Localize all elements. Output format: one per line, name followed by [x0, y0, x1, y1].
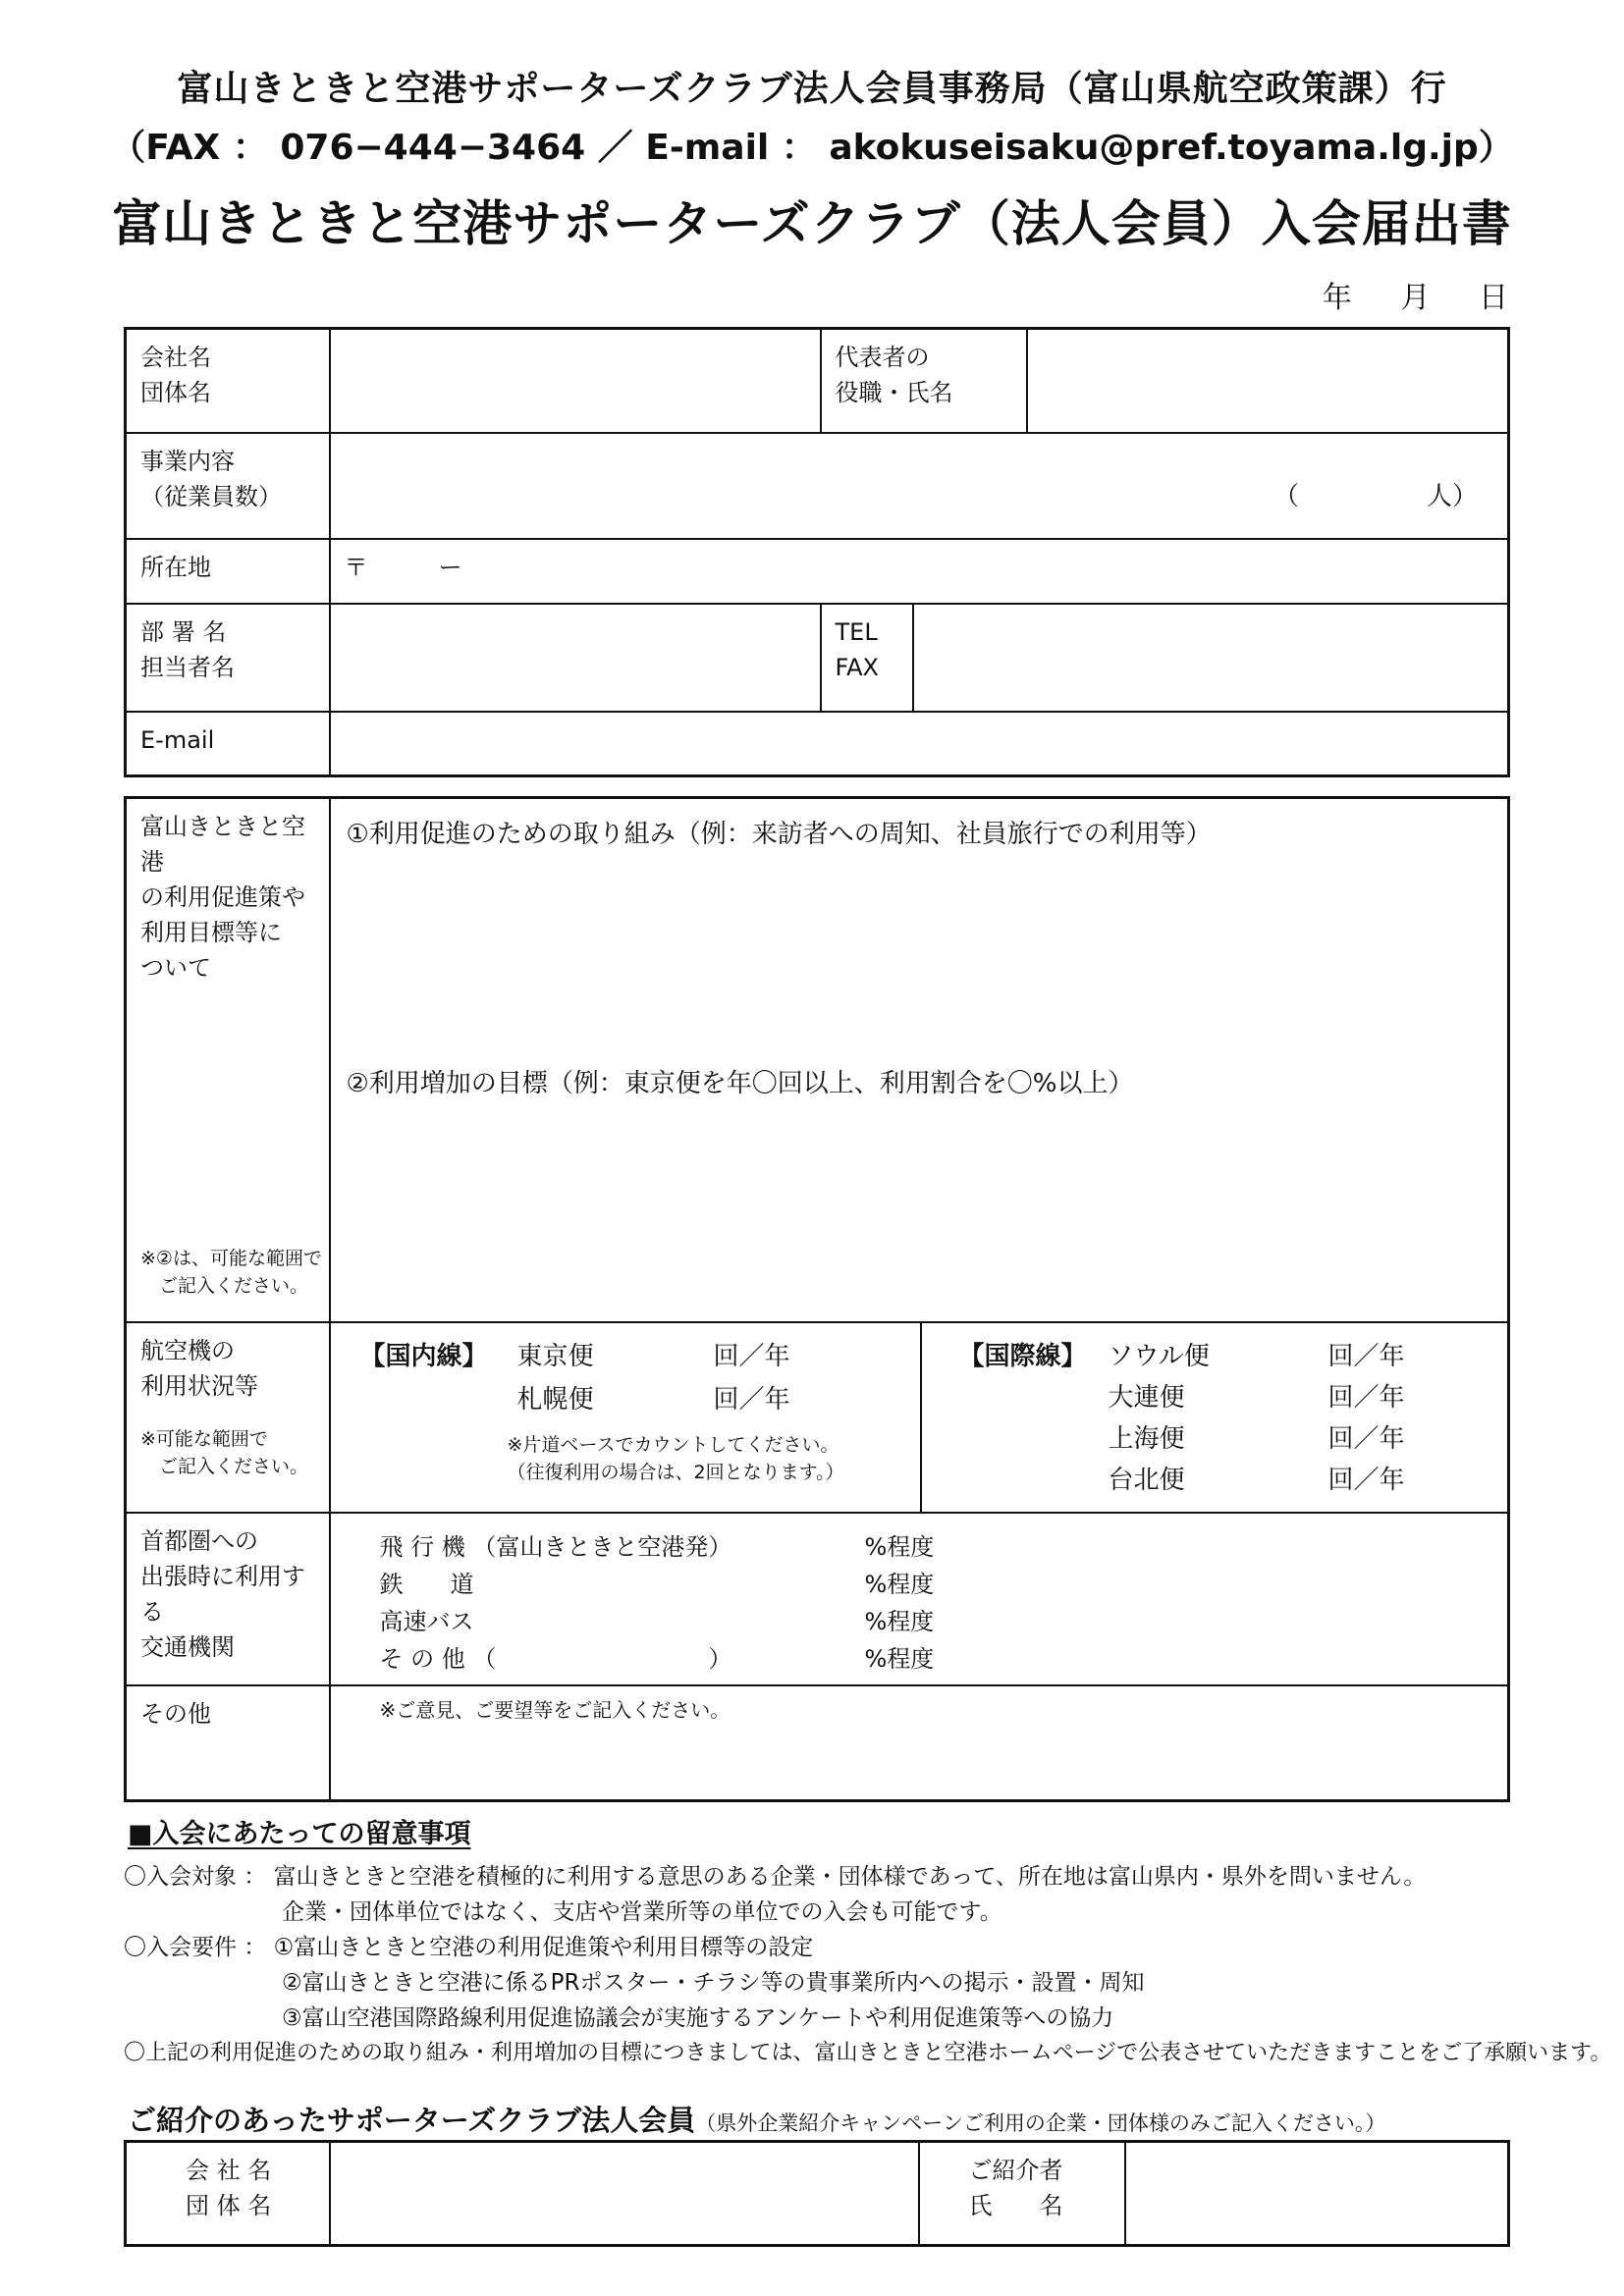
address-label: 所在地	[126, 539, 330, 604]
referral-company-label: 会 社 名 団 体 名	[126, 2142, 330, 2246]
email-field[interactable]	[330, 712, 1509, 776]
usage-field[interactable]	[330, 1322, 1509, 1513]
intl-unit-taipei: 回／年	[1327, 1465, 1405, 1495]
intl-route-shanghai: 上海便	[1108, 1423, 1185, 1454]
address-field[interactable]	[330, 539, 1509, 604]
recipient-line: 富山きときと空港サポーターズクラブ法人会員事務局（富山県航空政策課）行	[177, 69, 1447, 109]
note-line-1: 〇入会対象 ： 富山きときと空港を積極的に利用する意思のある企業・団体様であって、所在地は富山県内・県外を問いません。	[124, 1864, 1427, 1890]
intl-route-taipei: 台北便	[1108, 1465, 1185, 1495]
item-1-label: ①利用促進のための取り組み（例：来訪者への周知、社員旅行での利用等）	[346, 820, 1212, 849]
other-hint: ※ご意見、ご要望等をご記入ください。	[379, 1697, 731, 1722]
date-year: 年	[1322, 281, 1352, 315]
note-line-5: ③富山空港国際路線利用促進協議会が実施するアンケートや利用促進策等への協力	[124, 2005, 1114, 2031]
note-line-6: 〇上記の利用促進のための取り組み・利用増加の目標につきましては、富山きときと空港ホームページで公表させていただきますことをご了承願います。	[124, 2041, 1612, 2065]
other-label: その他	[126, 1685, 330, 1801]
item-2-label: ②利用増加の目標（例：東京便を年〇回以上、利用割合を〇%以上）	[346, 1069, 1134, 1098]
transport-unit-rail: %程度	[864, 1570, 935, 1598]
date-day: 日	[1479, 281, 1508, 315]
date-field[interactable]	[1283, 273, 1508, 316]
tel-fax-label: TEL FAX	[822, 605, 913, 711]
introducer-field[interactable]	[1125, 2142, 1509, 2246]
usage-label: 航空機の 利用状況等 ※可能な範囲で ご記入ください。	[126, 1322, 330, 1513]
transport-mode-rail: 鉄 道	[379, 1570, 474, 1598]
note-line-2: 企業・団体単位ではなく、支店や営業所等の単位での入会も可能です。	[124, 1899, 1002, 1925]
document-title: 富山きときと空港サポーターズクラブ（法人会員）入会届出書	[112, 195, 1512, 252]
contact-line: （FAX ： 076−444−3464 ／ E-mail ： akokuseisaku@pref.toyama.lg.jp）	[110, 128, 1514, 168]
introducer-label: ご紹介者 氏 名	[919, 2142, 1125, 2246]
intl-route-seoul: ソウル便	[1108, 1341, 1210, 1371]
domestic-note: ※片道ベースでカウントしてください。 （往復利用の場合は、2回となります。）	[507, 1433, 844, 1483]
basic-info-table	[124, 327, 1510, 777]
promotion-note: ※②は、可能な範囲で ご記入ください。	[140, 1247, 322, 1297]
intl-route-dalian: 大連便	[1108, 1382, 1185, 1413]
employees-count: （ 人）	[1272, 481, 1478, 511]
tel-fax-field[interactable]	[913, 605, 1508, 711]
promotion-label: 富山きときと空港 の利用促進策や 利用目標等に ついて ※②は、可能な範囲で ご記入ください。	[126, 798, 330, 1322]
transport-mode-bus: 高速バス	[379, 1607, 474, 1635]
domestic-route-sapporo: 札幌便	[516, 1384, 594, 1415]
divider	[920, 1323, 922, 1512]
domestic-unit-tokyo: 回／年	[713, 1341, 790, 1371]
company-name-field[interactable]	[330, 329, 821, 433]
transport-label: 首都圏への 出張時に利用する 交通機関	[126, 1513, 330, 1685]
usage-note: ※可能な範囲で ご記入ください。	[140, 1427, 309, 1477]
tel-fax-cell	[821, 604, 1509, 712]
representative-label: 代表者の 役職・氏名	[821, 329, 1027, 433]
business-field[interactable]	[330, 433, 1509, 539]
referral-table	[124, 2140, 1510, 2247]
postal-code: 〒 ー	[344, 553, 462, 581]
usage-info-table	[124, 796, 1510, 1802]
referral-title: ご紹介のあったサポーターズクラブ法人会員（県外企業紹介キャンペーンご利用の企業・団体様のみご記入ください。）	[128, 2104, 1386, 2137]
date-month: 月	[1400, 281, 1431, 315]
domestic-header: 【国内線】	[359, 1341, 488, 1371]
email-label: E-mail	[126, 712, 330, 776]
promotion-field[interactable]	[330, 798, 1509, 1322]
other-field[interactable]	[330, 1685, 1509, 1801]
department-field[interactable]	[330, 604, 821, 712]
domestic-unit-sapporo: 回／年	[713, 1384, 790, 1415]
transport-field[interactable]	[330, 1513, 1509, 1685]
business-label: 事業内容 （従業員数）	[126, 433, 330, 539]
department-label: 部 署 名 担当者名	[126, 604, 330, 712]
intl-unit-shanghai: 回／年	[1327, 1423, 1405, 1454]
intl-header: 【国際線】	[958, 1341, 1087, 1371]
domestic-route-tokyo: 東京便	[516, 1341, 594, 1371]
intl-unit-seoul: 回／年	[1327, 1341, 1405, 1371]
transport-mode-plane: 飛 行 機 （富山きときと空港発）	[379, 1532, 732, 1561]
representative-field[interactable]	[1027, 329, 1509, 433]
note-line-3: 〇入会要件 ： ①富山きときと空港の利用促進策や利用目標等の設定	[124, 1935, 814, 1960]
referral-company-field[interactable]	[330, 2142, 919, 2246]
company-label: 会社名 団体名	[126, 329, 330, 433]
referral-subtitle: （県外企業紹介キャンペーンご利用の企業・団体様のみご記入ください。）	[695, 2111, 1386, 2135]
transport-unit-bus: %程度	[864, 1607, 935, 1635]
intl-unit-dalian: 回／年	[1327, 1382, 1405, 1413]
transport-mode-other: そ の 他 （ ）	[379, 1644, 732, 1673]
transport-unit-other: %程度	[864, 1644, 935, 1673]
transport-unit-plane: %程度	[864, 1532, 935, 1561]
notes-title: ■入会にあたっての留意事項	[128, 1819, 471, 1849]
note-line-4: ②富山きときと空港に係るPRポスター・チラシ等の貴事業所内への掲示・設置・周知	[124, 1970, 1145, 1996]
